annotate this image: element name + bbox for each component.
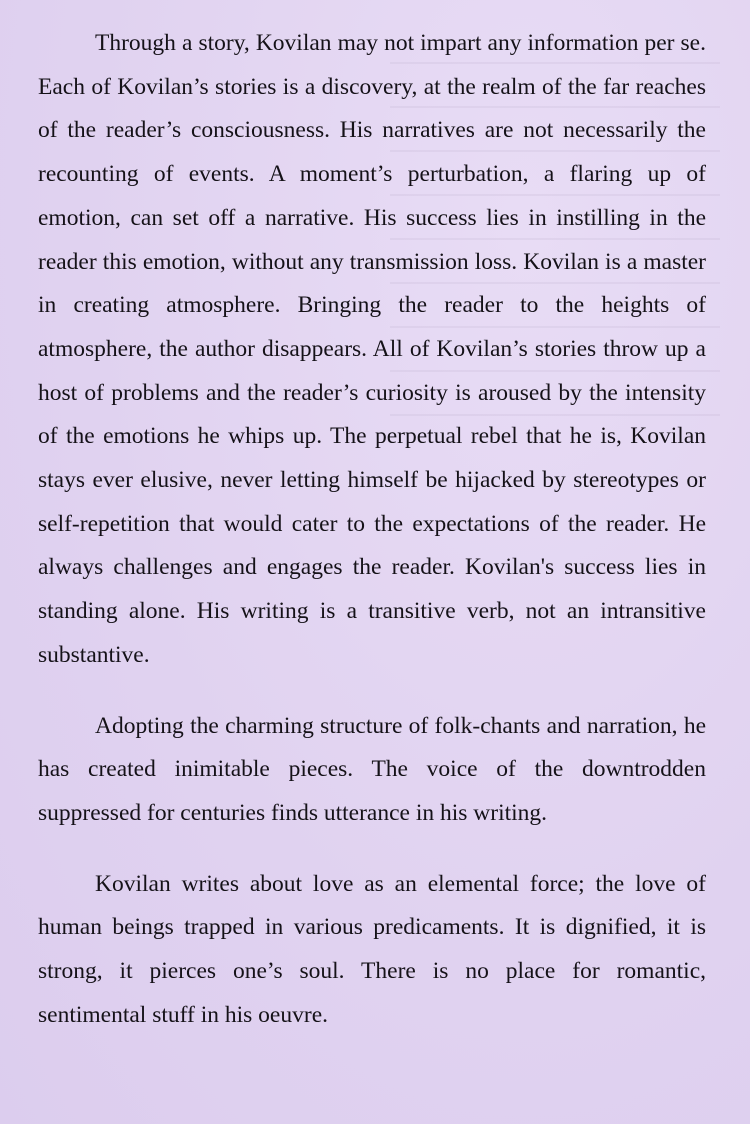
paragraph-1-text: Through a story, Kovilan may not impart any information per se. Each of Kovilan’s stories is a discovery, at the realm of the far reaches of the reader’s consciousness. His narratives are not necessarily the recounting of events. A moment’s perturbation, a flaring up of emotion, can set off a narrative. His success lies in instilling in the reader this emotion, without any transmission loss. Kovilan is a master in creating atmosphere. Bringing the reader to the heights of atmosphere, the author disappears. All of Kovilan’s stories throw up a host of problems and the reader’s curiosity is aroused by the intensity of the emotions he whips up. The perpetual rebel that he is, Kovilan stays ever elusive, never letting himself be hijacked by stereotypes or self-repetition that would cater to the expectations of the reader. He always challenges and engages the reader. Kovilan's success lies in standing alone. His writing is a transitive verb, not an intransitive substantive.: [38, 30, 706, 668]
paragraph-3-text: Kovilan writes about love as an elemental force; the love of human beings trapped in various predicaments. It is dignified, it is strong, it pierces one’s soul. There is no place for romantic, sentimental stuff in his oeuvre.: [38, 870, 706, 1028]
paragraph-2-text: Adopting the charming structure of folk-chants and narration, he has created inimitable pieces. The voice of the downtrodden suppressed for centuries finds utterance in his writing.: [38, 712, 706, 826]
paragraph-2: [38, 705, 706, 836]
paragraph-3: [38, 863, 706, 1038]
paragraph-1: [38, 22, 706, 678]
